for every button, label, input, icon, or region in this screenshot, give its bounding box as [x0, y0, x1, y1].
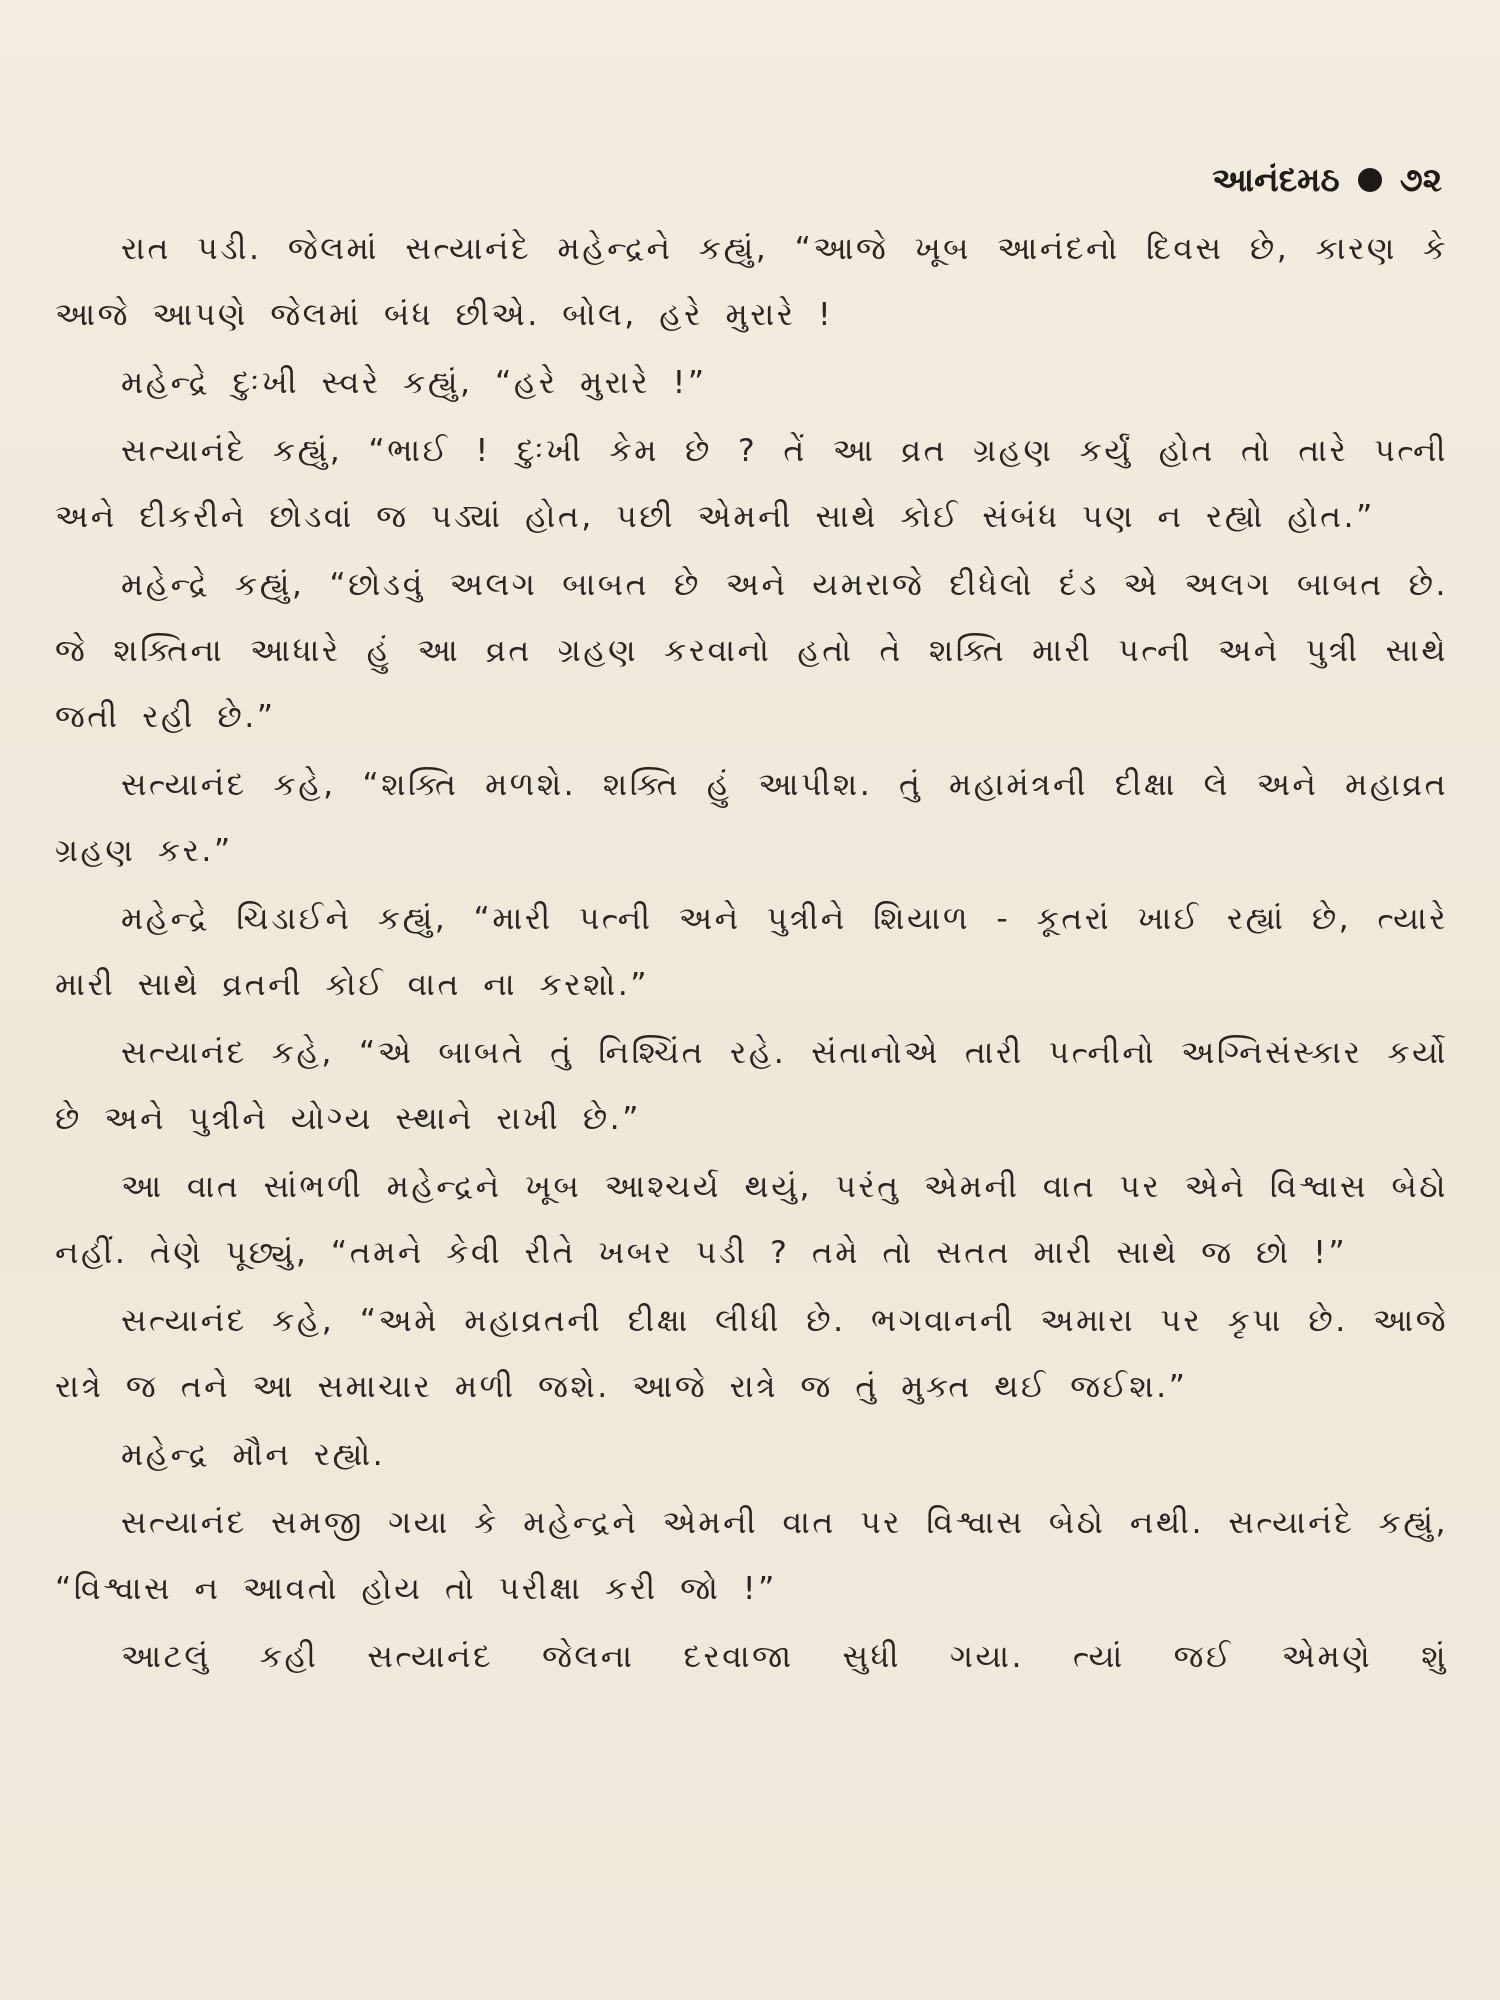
paragraph-9: સત્યાનંદ કહે, “અમે મહાવ્રતની દીક્ષા લીધી છે. ભગવાનની અમારા પર કૃપા છે. આજે રાત્રે જ તને આ સમાચાર મળી જશે. આજે રાત્રે જ તું મુક્ત થઈ જઈશ.”	[55, 1303, 1448, 1405]
body-text	[55, 216, 1448, 1690]
page-number: ૭૨	[1399, 160, 1442, 199]
paragraph-12: આટલું કહી સત્યાનંદ જેલના દરવાજા સુધી ગયા. ત્યાં જઈ એમણે શું	[121, 1639, 1448, 1675]
paragraph-10: મહેન્દ્ર મૌન રહ્યો.	[121, 1437, 386, 1473]
running-head	[55, 150, 1448, 210]
paragraph-1: રાત પડી. જેલમાં સત્યાનંદે મહેન્દ્રને કહ્યું, “આજે ખૂબ આનંદનો દિવસ છે, કારણ કે આજે આપણે જેલમાં બંધ છીએ. બોલ, હરે મુરારે !	[55, 231, 1448, 333]
paragraph-7: સત્યાનંદ કહે, “એ બાબતે તું નિશ્ચિંત રહે. સંતાનોએ તારી પત્નીનો અગ્નિસંસ્કાર કર્યો છે અને પુત્રીને યોગ્ય સ્થાને રાખી છે.”	[55, 1035, 1448, 1137]
paragraph-2: મહેન્દ્રે દુઃખી સ્વરે કહ્યું, “હરે મુરારે !”	[121, 365, 707, 401]
bullet-separator-icon	[1358, 168, 1382, 192]
paragraph-4: મહેન્દ્રે કહ્યું, “છોડવું અલગ બાબત છે અને યમરાજે દીધેલો દંડ એ અલગ બાબત છે. જે શક્તિના આધારે હું આ વ્રત ગ્રહણ કરવાનો હતો તે શક્તિ મારી પત્ની અને પુત્રી સાથે જતી રહી છે.”	[55, 567, 1448, 735]
paragraph-11: સત્યાનંદ સમજી ગયા કે મહેન્દ્રને એમની વાત પર વિશ્વાસ બેઠો નથી. સત્યાનંદે કહ્યું, “વિશ્વાસ ન આવતો હોય તો પરીક્ષા કરી જો !”	[55, 1505, 1448, 1607]
paragraph-6: મહેન્દ્રે ચિડાઈને કહ્યું, “મારી પત્ની અને પુત્રીને શિયાળ - કૂતરાં ખાઈ રહ્યાં છે, ત્યારે મારી સાથે વ્રતની કોઈ વાત ના કરશો.”	[55, 901, 1448, 1003]
paragraph-3: સત્યાનંદે કહ્યું, “ભાઈ ! દુઃખી કેમ છે ? તેં આ વ્રત ગ્રહણ કર્યું હોત તો તારે પત્ની અને દીકરીને છોડવાં જ પડ્યાં હોત, પછી એમની સાથે કોઈ સંબંધ પણ ન રહ્યો હોત.”	[55, 433, 1448, 535]
book-title: આનંદમઠ	[1212, 160, 1340, 199]
paragraph-8: આ વાત સાંભળી મહેન્દ્રને ખૂબ આશ્ચર્ય થયું, પરંતુ એમની વાત પર એને વિશ્વાસ બેઠો નહીં. તેણે પૂછ્યું, “તમને કેવી રીતે ખબર પડી ? તમે તો સતત મારી સાથે જ છો !”	[55, 1169, 1448, 1271]
paragraph-5: સત્યાનંદ કહે, “શક્તિ મળશે. શક્તિ હું આપીશ. તું મહામંત્રની દીક્ષા લે અને મહાવ્રત ગ્રહણ કર.”	[55, 767, 1448, 869]
